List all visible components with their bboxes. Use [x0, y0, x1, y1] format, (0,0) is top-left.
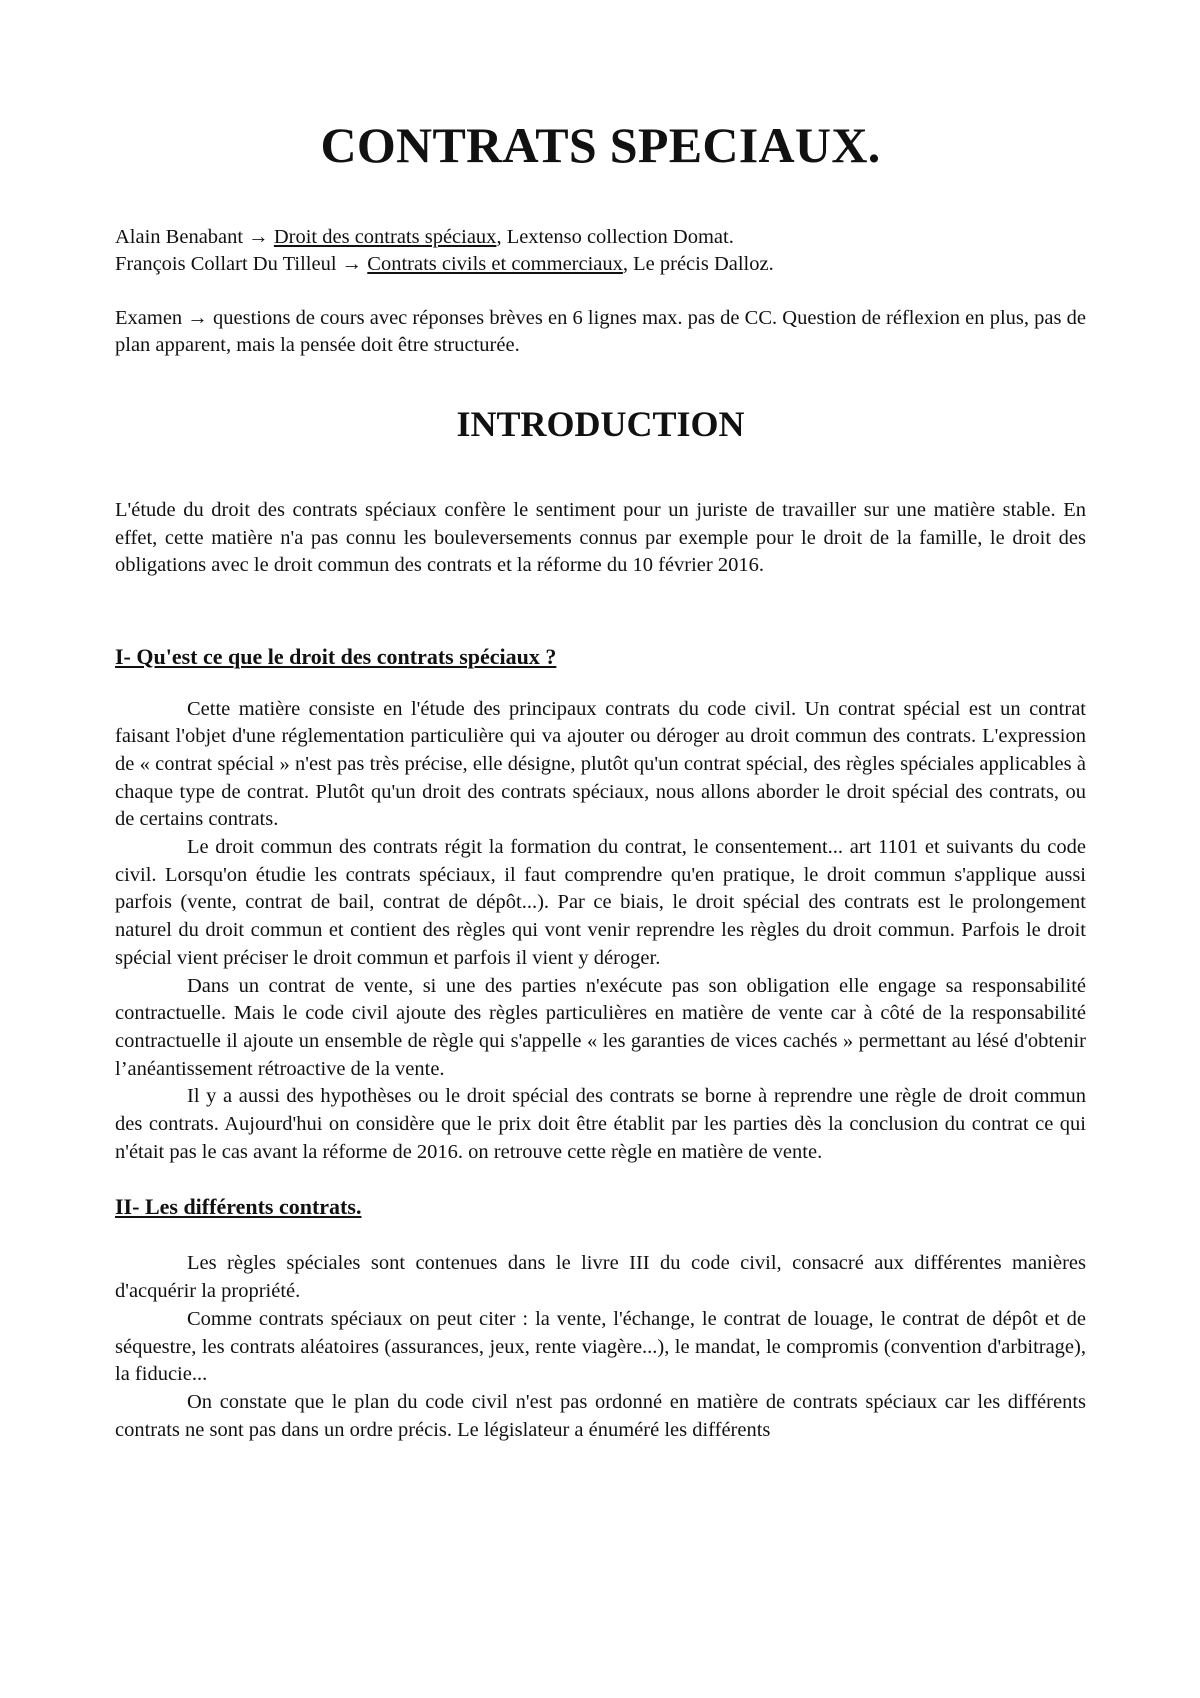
- reference-publisher: , Lextenso collection Domat.: [496, 226, 734, 248]
- section-1-heading: I- Qu'est ce que le droit des contrats spéciaux ?: [115, 643, 557, 669]
- document-title: CONTRATS SPECIAUX.: [320, 117, 881, 173]
- paragraph: Dans un contrat de vente, si une des parties n'exécute pas son obligation elle engage sa responsabilité contractuelle. Mais le code civil ajoute des règles particulières en matière de vente car à côté de la responsabilité contractuelle il ajoute un ensemble de règle qui s'appelle « les garanties de vices cachés » permettant au lésé d'obtenir l’anéantissement rétroactive de la vente.: [115, 974, 1086, 1080]
- reference-book-title: Droit des contrats spéciaux: [273, 226, 497, 248]
- section-2-heading: II- Les différents contrats.: [115, 1194, 362, 1220]
- introduction-heading: INTRODUCTION: [456, 404, 745, 444]
- paragraph: Le droit commun des contrats régit la formation du contrat, le consentement... art 1101 et suivants du code civil. Lorsqu'on étudie les contrats spéciaux, il faut comprendre qu'en pratique, le droit commun s'applique aussi parfois (vente, contrat de bail, contrat de dépôt...). Par ce biais, le droit spécial des contrats est le prolongement naturel du droit commun et contient des règles qui vont venir reprendre les règles du droit commun. Parfois le droit spécial vient préciser le droit commun et parfois il vient y déroger.: [115, 836, 1086, 969]
- exam-label: Examen: [115, 307, 183, 329]
- paragraph: Cette matière consiste en l'étude des principaux contrats du code civil. Un contrat spécial est un contrat faisant l'objet d'une réglementation particulière qui va ajouter ou déroger au droit commun des contrats. L'expression de « contrat spécial » n'est pas très précise, elle désigne, plutôt qu'un contrat spécial, des règles spéciales applicables à chaque type de contrat. Plutôt qu'un droit des contrats spéciaux, nous allons aborder le droit spécial des contrats, ou de certains contrats.: [115, 697, 1086, 831]
- reference-line: [115, 224, 1086, 251]
- section-2-body: [115, 1250, 1086, 1444]
- introduction-paragraph: L'étude du droit des contrats spéciaux confère le sentiment pour un juriste de travailler sur une matière stable. En effet, cette matière n'a pas connu les bouleversements connus par exemple pour le droit de la famille, le droit des obligations avec le droit commun des contrats et la réforme du 10 février 2016.: [115, 499, 1086, 576]
- exam-text: questions de cours avec réponses brèves en 6 lignes max. pas de CC. Question de réflexion en plus, pas de plan apparent, mais la pensée doit être structurée.: [115, 307, 1087, 356]
- paragraph: On constate que le plan du code civil n'est pas ordonné en matière de contrats spéciaux car les différents contrats ne sont pas dans un ordre précis. Le législateur a énuméré les différents: [115, 1390, 1086, 1441]
- arrow-icon: →: [341, 253, 363, 275]
- reference-line: [115, 251, 1086, 278]
- reference-author: François Collart Du Tilleul: [115, 253, 337, 275]
- paragraph: Comme contrats spéciaux on peut citer : la vente, l'échange, le contrat de louage, le contrat de dépôt et de séquestre, les contrats aléatoires (assurances, jeux, rente viagère...), le mandat, le compromis (convention d'arbitrage), la fiducie...: [115, 1307, 1086, 1386]
- exam-note: [115, 305, 1086, 359]
- section-1-body: [115, 696, 1086, 1167]
- reference-publisher: , Le précis Dalloz.: [622, 253, 774, 275]
- arrow-icon: →: [248, 226, 269, 248]
- references: [115, 224, 1086, 278]
- reference-author: Alain Benabant: [115, 226, 244, 248]
- paragraph: Les règles spéciales sont contenues dans le livre III du code civil, consacré aux différentes manières d'acquérir la propriété.: [115, 1252, 1086, 1303]
- reference-book-title: Contrats civils et commerciaux: [367, 253, 623, 275]
- arrow-icon: →: [187, 307, 208, 329]
- paragraph: Il y a aussi des hypothèses ou le droit spécial des contrats se borne à reprendre une règle de droit commun des contrats. Aujourd'hui on considère que le prix doit être établit par les parties dès la conclusion du contrat ce qui n'était pas le cas avant la réforme de 2016. on retrouve cette règle en matière de vente.: [115, 1085, 1086, 1163]
